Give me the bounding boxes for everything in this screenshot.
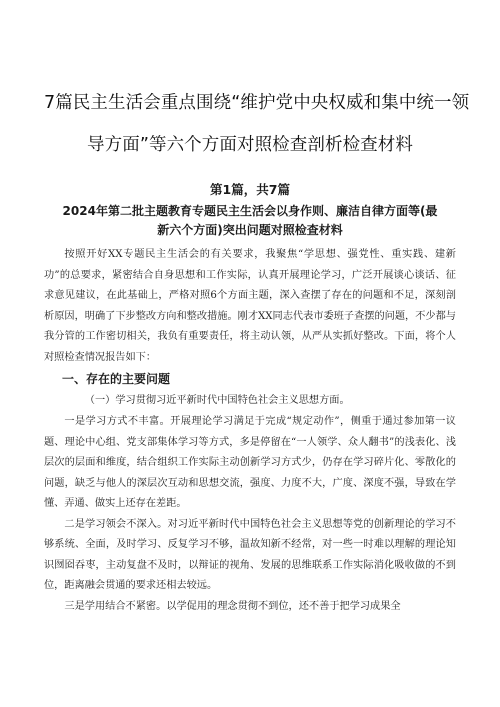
paragraph-2: 二是学习领会不深入。对习近平新时代中国特色社会主义思想等党的创新理论的学习不够系统、全面，及时学习、反复学习不够，温故知新不经常，对一些一时难以理解的理论知识囫囵吞枣，主动复盘不及时，以辩证的视角、发展的思维联系工作实际消化吸收做的不到位，距离融会贯通的要求还相去较远。: [44, 518, 456, 591]
section-heading: 一、存在的主要问题: [62, 372, 171, 386]
subsection-heading: （一）学习贯彻习近平新时代中国特色社会主义思想方面。: [84, 395, 350, 406]
document-title: [44, 0, 470, 166]
article-title-line-1: 2024年第二批主题教育专题民主生活会以身作则、廉洁自律方面等(最: [62, 204, 438, 218]
paragraph-1: 一是学习方式不丰富。开展理论学习满足于完成“规定动作”，侧重于通过参加第一议题、理论中心组、党支部集体学习等方式，多是停留在“一人领学、众人翻书”的浅表化、浅层次的层面和维度，结合组织工作实际主动创新学习方式少，仍存在学习碎片化、零散化的问题，缺乏与他人的深层次互动和思想交流，强度、力度不大，广度、深度不强，导致在学懂、弄通、做实上还存在差距。: [44, 416, 456, 509]
article-title-line-2: 新六个方面)突出问题对照检查材料: [157, 222, 343, 237]
part-label: 第1篇，共7篇: [210, 182, 290, 197]
document-title-line-1: 7篇民主生活会重点围绕“维护党中央权威和集中统一领: [44, 93, 470, 113]
intro-paragraph: 按照开好XX专题民主生活会的有关要求，我聚焦“学思想、强党性、重实践、建新功”的总要求，紧密结合自身思想和工作实际，认真开展理论学习，广泛开展谈心谈话、征求意见建议，在此基础上，严格对照6个方面主题，深入查摆了存在的问题和不足，深刻剖析原因，明确了下步整改方向和整改措施。刚才XX同志代表市委班子查摆的问题，不少都与我分管的工作密切相关，我负有重要责任，将主动认领，从严从实抓好整改。下面，将个人对照检查情况报告如下：: [44, 249, 456, 363]
article-title: [44, 202, 456, 239]
document-title-line-2: 导方面”等六个方面对照检查剖析检查材料: [87, 135, 413, 155]
paragraph-3: 三是学用结合不紧密。以学促用的理念贯彻不到位，还不善于把学习成果全: [64, 600, 401, 612]
